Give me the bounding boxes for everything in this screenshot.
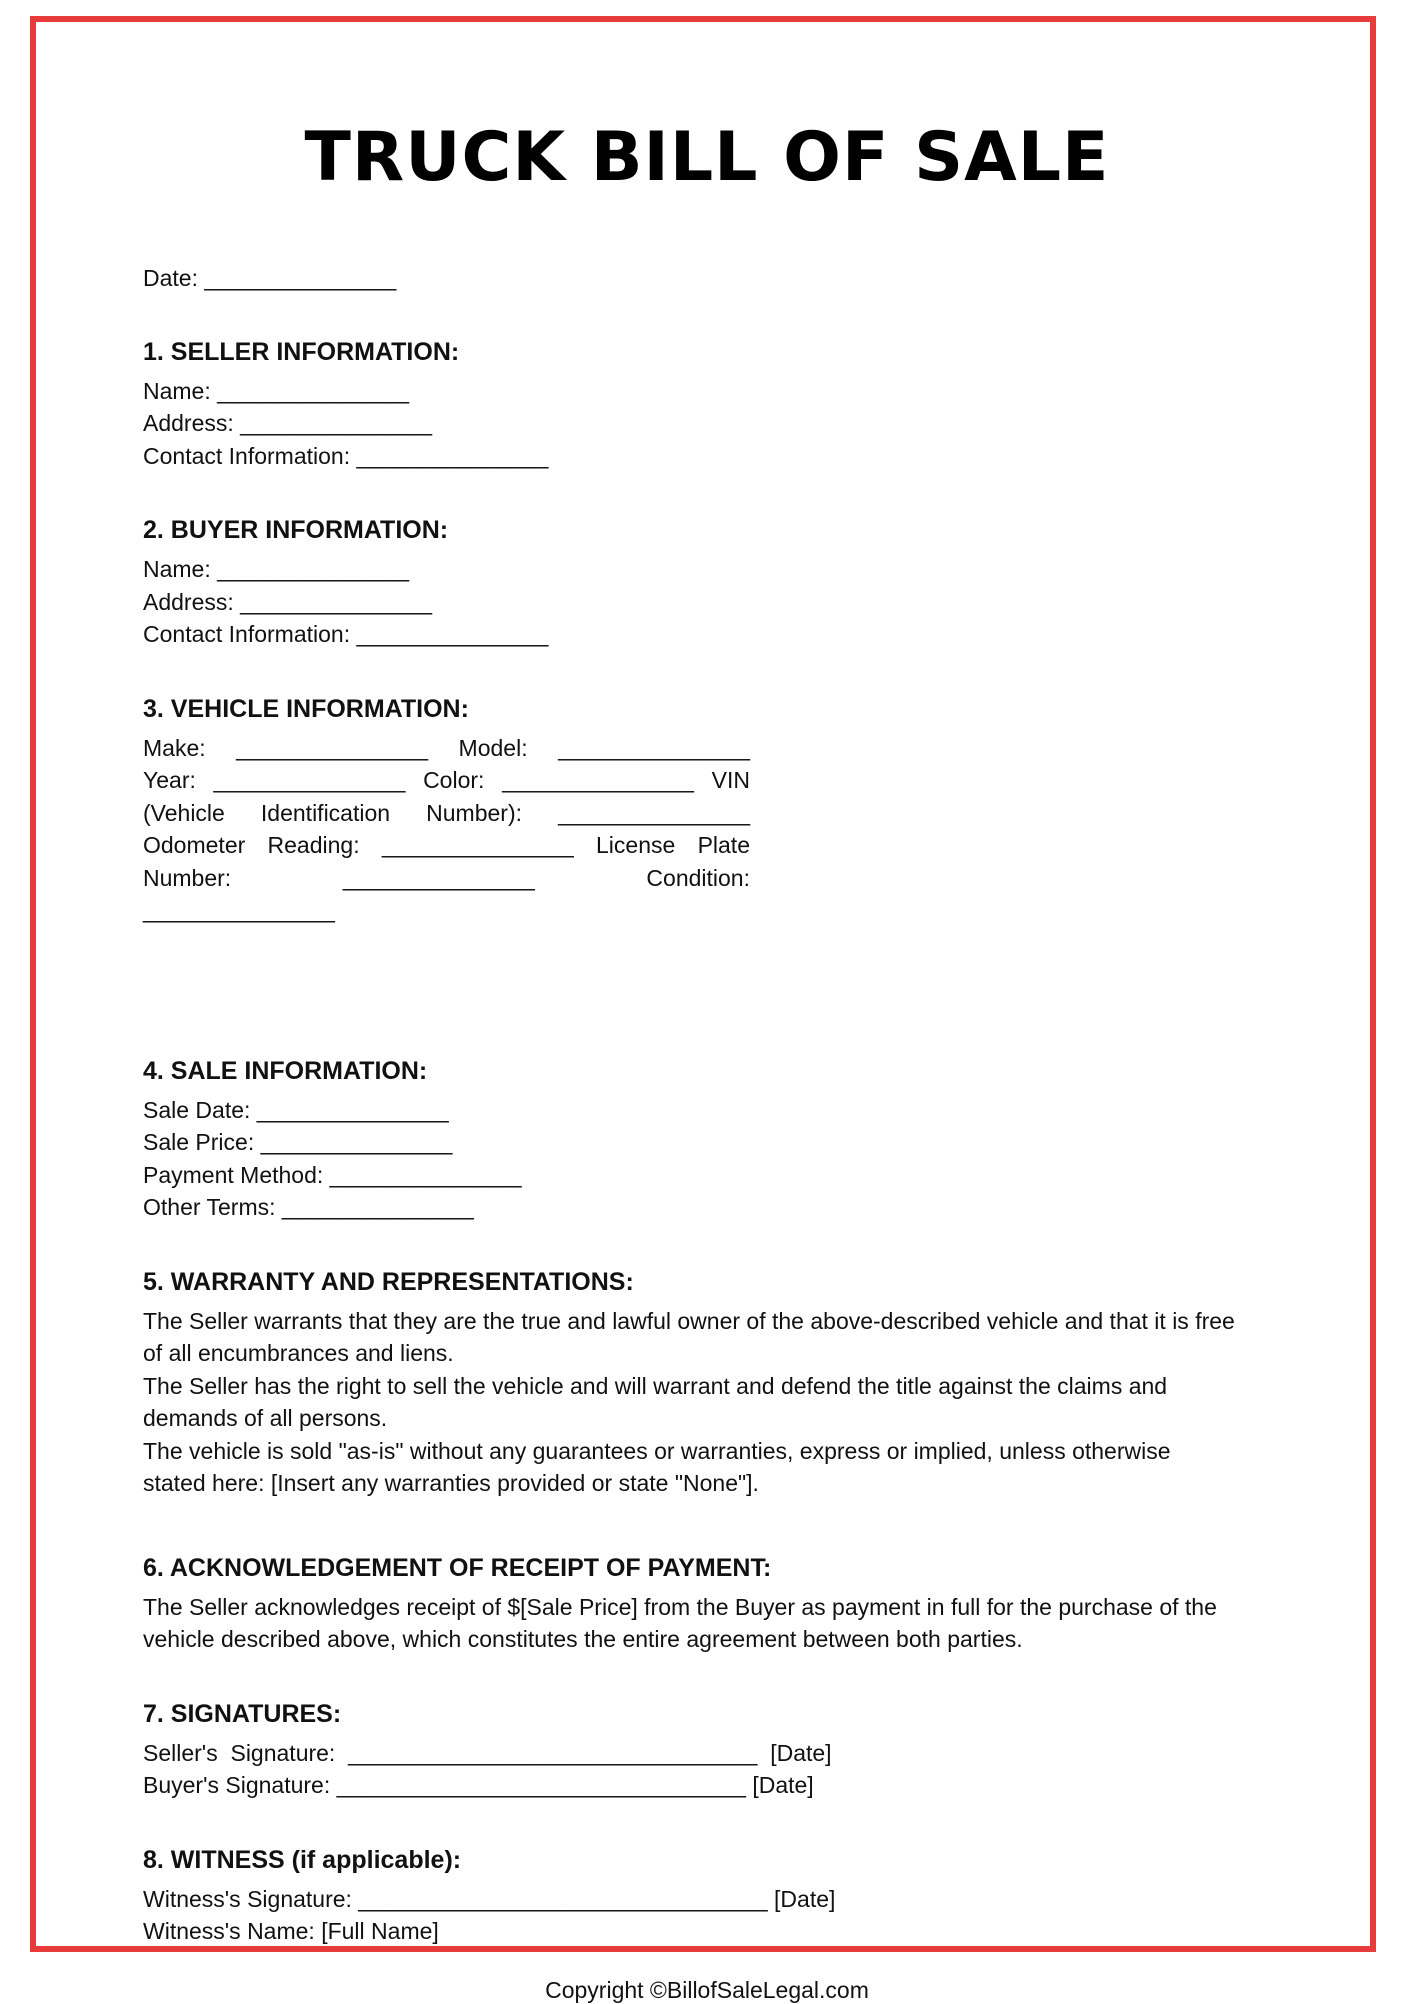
year-blank: _______________ <box>213 767 406 793</box>
witness-heading: 8. WITNESS (if applicable): <box>143 1845 462 1874</box>
vin-label: VIN <box>711 767 750 793</box>
make-label: Make: <box>143 734 206 761</box>
document-body <box>143 262 1293 1948</box>
warranty-text-line: The Seller warrants that they are the true and lawful owner of the above-described vehicle and that it is free <box>143 1307 1235 1334</box>
plate-number-blank: _______________ <box>342 864 535 891</box>
warranty-heading: 5. WARRANTY AND REPRESENTATIONS: <box>143 1267 634 1296</box>
condition-blank: _______________ <box>143 897 335 923</box>
vehicle-row-condition <box>143 894 750 927</box>
acknowledgement-section <box>143 1552 1293 1656</box>
vehicle-section <box>143 693 1293 927</box>
seller-heading: 1. SELLER INFORMATION: <box>143 337 460 366</box>
license-label-part-1: License <box>596 832 676 858</box>
warranty-text-line: The Seller has the right to sell the vehicle and will warrant and defend the title against the claims and <box>143 1372 1168 1399</box>
vehicle-heading: 3. VEHICLE INFORMATION: <box>143 694 469 723</box>
vin-blank: _______________ <box>558 799 750 826</box>
buyer-contact-field: Contact Information: _______________ <box>143 621 549 647</box>
vehicle-row-odometer <box>143 829 750 862</box>
buyer-heading: 2. BUYER INFORMATION: <box>143 516 449 544</box>
seller-address-field: Address: _______________ <box>143 410 433 436</box>
make-blank: _______________ <box>236 734 429 761</box>
vin-label-part-2: Identification <box>260 799 391 826</box>
license-label-part-2: Plate <box>697 832 750 858</box>
vehicle-row-make-model <box>143 732 750 765</box>
year-label: Year: <box>143 767 196 793</box>
acknowledgement-text-line: The Seller acknowledges receipt of $[Sale Price] from the Buyer as payment in full for the purchase of the <box>143 1593 1217 1620</box>
color-blank: _______________ <box>502 767 694 793</box>
other-terms-field: Other Terms: _______________ <box>143 1194 474 1220</box>
sale-price-field: Sale Price: _______________ <box>143 1129 453 1155</box>
odometer-label-part-1: Odometer <box>143 832 246 858</box>
odometer-label-part-2: Reading: <box>267 832 360 858</box>
buyer-signature-line: Buyer's Signature: ________________________________ [Date] <box>143 1772 814 1798</box>
warranty-text-line: of all encumbrances and liens. <box>143 1340 454 1366</box>
buyer-address-field: Address: _______________ <box>143 588 433 615</box>
warranty-text-line: stated here: [Insert any warranties provided or state "None"]. <box>143 1470 759 1496</box>
payment-method-field: Payment Method: _______________ <box>143 1161 522 1188</box>
signatures-section <box>143 1698 1293 1802</box>
model-blank: _______________ <box>558 734 750 761</box>
document-title: TRUCK BILL OF SALE <box>304 118 1110 197</box>
seller-signature-line: Seller's Signature: ________________________________ [Date] <box>143 1739 832 1766</box>
date-line: Date: _______________ <box>143 265 397 291</box>
witness-section <box>143 1844 1293 1948</box>
condition-label: Condition: <box>646 864 750 891</box>
sale-heading: 4. SALE INFORMATION: <box>143 1056 428 1085</box>
witness-name-line: Witness's Name: [Full Name] <box>143 1918 439 1944</box>
vehicle-fields <box>143 732 750 927</box>
buyer-name-field: Name: _______________ <box>143 556 410 582</box>
signatures-heading: 7. SIGNATURES: <box>143 1699 342 1728</box>
witness-signature-line: Witness's Signature: ________________________________ [Date] <box>143 1885 836 1912</box>
model-label: Model: <box>458 734 528 761</box>
vehicle-row-year-color <box>143 764 750 797</box>
vin-label-part-3: Number): <box>426 799 523 826</box>
vehicle-row-vin <box>143 797 750 830</box>
copyright-footer: Copyright ©BillofSaleLegal.com <box>545 1977 869 2003</box>
color-label: Color: <box>423 767 485 793</box>
warranty-text-line: The vehicle is sold "as-is" without any guarantees or warranties, express or implied, unless otherwise <box>143 1437 1171 1464</box>
sale-section <box>143 1055 1293 1224</box>
vehicle-row-plate <box>143 862 750 895</box>
buyer-section <box>143 514 1293 651</box>
acknowledgement-text-line: vehicle described above, which constitutes the entire agreement between both parties. <box>143 1626 1023 1652</box>
seller-name-field: Name: _______________ <box>143 377 410 404</box>
sale-date-field: Sale Date: _______________ <box>143 1096 449 1123</box>
odometer-blank: _______________ <box>381 832 574 858</box>
acknowledgement-heading: 6. ACKNOWLEDGEMENT OF RECEIPT OF PAYMENT: <box>143 1553 772 1582</box>
warranty-section <box>143 1266 1293 1500</box>
warranty-text-line: demands of all persons. <box>143 1405 388 1431</box>
plate-number-label: Number: <box>143 864 232 891</box>
vin-label-part-1: (Vehicle <box>143 799 225 826</box>
seller-section <box>143 336 1293 473</box>
seller-contact-field: Contact Information: _______________ <box>143 442 549 469</box>
